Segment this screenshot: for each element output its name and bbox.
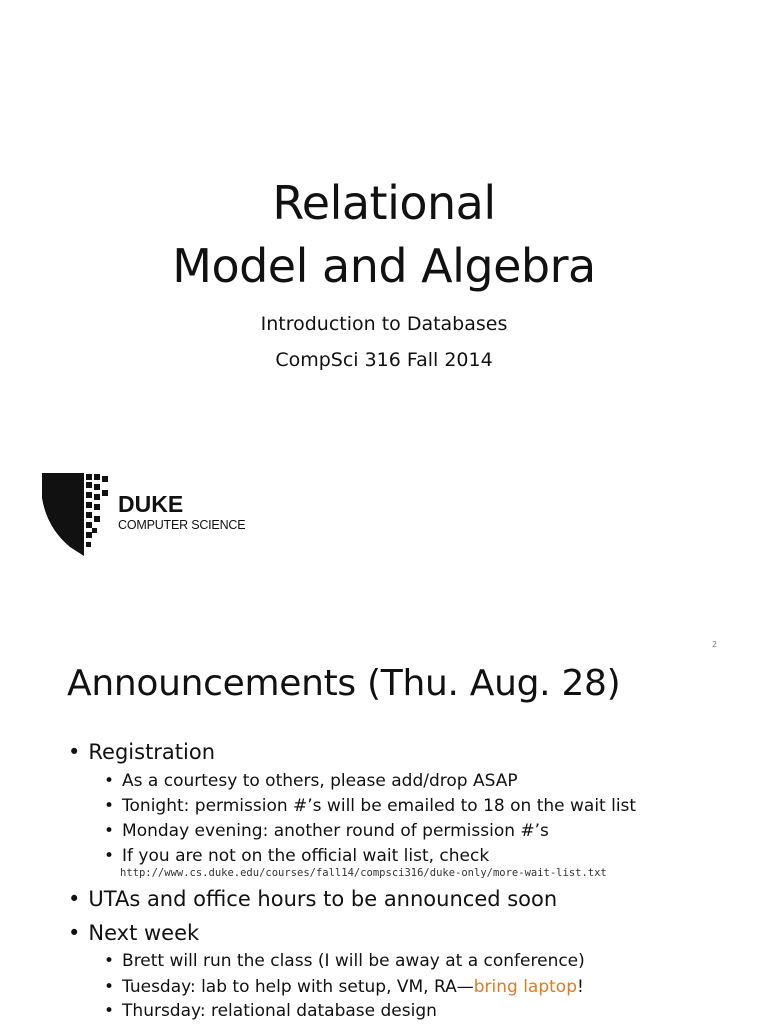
course-term: CompSci 316 Fall 2014 <box>275 349 493 371</box>
sub-bullet-text: Thursday: relational database design <box>122 1001 437 1021</box>
bullet-dot: • <box>104 771 115 791</box>
course-name: Introduction to Databases <box>260 313 508 335</box>
sub-bullet-text: Brett will run the class (I will be away at a conference) <box>122 951 585 971</box>
logo-tagline: COMPUTER SCIENCE <box>118 518 246 532</box>
bullet-dot: • <box>68 740 81 764</box>
sub-bullet-text: If you are not on the official wait list, check <box>122 846 490 866</box>
bullet-text: UTAs and office hours to be announced soon <box>88 887 558 911</box>
sub-bullet-text: Tuesday: lab to help with setup, VM, RA— <box>122 977 474 997</box>
slide-title-line-2: Model and Algebra <box>172 239 596 293</box>
duke-cs-logo <box>40 470 270 560</box>
sub-bullet <box>104 999 437 1023</box>
bullet-text: Registration <box>88 740 216 764</box>
wait-list-url[interactable]: http://www.cs.duke.edu/courses/fall14/compsci316/duke-only/more-wait-list.txt <box>120 867 607 879</box>
sub-bullet <box>104 769 518 793</box>
bullet-dot: • <box>104 796 115 816</box>
sub-bullet <box>104 794 636 818</box>
sub-bullet-text: Tonight: permission #’s will be emailed to 18 on the wait list <box>122 796 637 816</box>
sub-bullet-text: As a courtesy to others, please add/drop ASAP <box>122 771 518 791</box>
bullet-next-week <box>68 919 199 947</box>
sub-bullet <box>104 975 584 999</box>
bullet-dot: • <box>104 951 115 971</box>
page-number: 2 <box>712 640 718 649</box>
sub-bullet-text: Monday evening: another round of permission #’s <box>122 821 549 841</box>
announcements-title: Announcements (Thu. Aug. 28) <box>67 663 621 704</box>
bullet-registration <box>68 738 215 766</box>
announcements-slide <box>0 630 768 1024</box>
bullet-dot: • <box>104 846 115 866</box>
bullet-dot: • <box>104 977 115 997</box>
slide-title-line-1: Relational <box>272 176 496 230</box>
bullet-text: Next week <box>88 921 200 945</box>
bullet-dot: • <box>68 887 81 911</box>
bullet-dot: • <box>104 1001 115 1021</box>
sub-bullet <box>104 844 489 868</box>
bullet-dot: • <box>68 921 81 945</box>
bullet-utas <box>68 885 557 913</box>
duke-shield-icon <box>40 470 270 560</box>
sub-bullet <box>104 949 585 973</box>
logo-wordmark: DUKE <box>118 491 184 517</box>
sub-bullet-suffix: ! <box>577 977 584 997</box>
bring-laptop-highlight: bring laptop <box>473 977 577 997</box>
sub-bullet <box>104 819 549 843</box>
bullet-dot: • <box>104 821 115 841</box>
